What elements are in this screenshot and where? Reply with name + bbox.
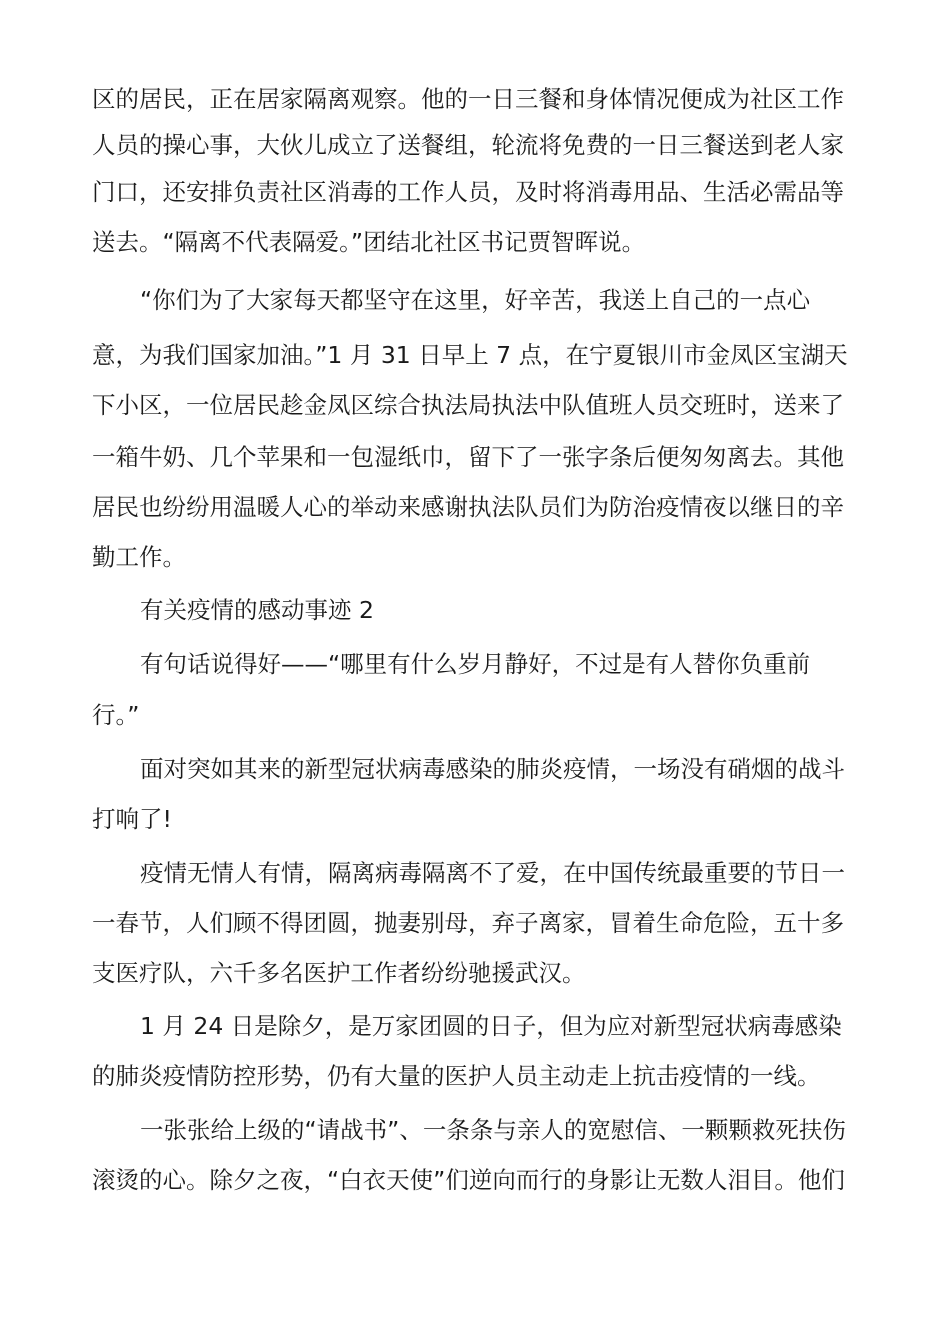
text-line: 一箱牛奶、几个苹果和一包湿纸巾，留下了一张字条后便匆匆离去。其他 xyxy=(92,443,844,471)
text-line: 勤工作。 xyxy=(92,543,186,571)
text-line: 送去。“隔离不代表隔爱。”团结北社区书记贾智晖说。 xyxy=(92,228,646,256)
paragraph-first-line: 面对突如其来的新型冠状病毒感染的肺炎疫情，一场没有硝烟的战斗 xyxy=(140,755,845,783)
text-line: 门口，还安排负责社区消毒的工作人员，及时将消毒用品、生活必需品等 xyxy=(92,178,844,206)
text-line: 意，为我们国家加油。”1 月 31 日早上 7 点，在宁夏银川市金凤区宝湖天 xyxy=(92,341,848,369)
paragraph-first-line: 有句话说得好——“哪里有什么岁月静好，不过是有人替你负重前 xyxy=(140,650,811,678)
text-line: 的肺炎疫情防控形势，仍有大量的医护人员主动走上抗击疫情的一线。 xyxy=(92,1062,821,1090)
text-line: 打响了! xyxy=(92,805,172,833)
paragraph-first-line: 1 月 24 日是除夕，是万家团圆的日子，但为应对新型冠状病毒感染 xyxy=(140,1012,842,1040)
section-heading: 有关疫情的感动事迹 2 xyxy=(140,596,374,624)
text-line: 一春节，人们顾不得团圆，抛妻别母，弃子离家，冒着生命危险，五十多 xyxy=(92,909,844,937)
text-line: 行。” xyxy=(92,701,140,729)
paragraph-first-line: “你们为了大家每天都坚守在这里，好辛苦，我送上自己的一点心 xyxy=(140,286,811,314)
text-line: 区的居民，正在居家隔离观察。他的一日三餐和身体情况便成为社区工作 xyxy=(92,85,844,113)
text-line: 支医疗队，六千多名医护工作者纷纷驰援武汉。 xyxy=(92,959,586,987)
text-line: 下小区，一位居民趁金凤区综合执法局执法中队值班人员交班时，送来了 xyxy=(92,391,844,419)
text-line: 人员的操心事，大伙儿成立了送餐组，轮流将免费的一日三餐送到老人家 xyxy=(92,131,844,159)
paragraph-first-line: 疫情无情人有情，隔离病毒隔离不了爱，在中国传统最重要的节日一 xyxy=(140,859,845,887)
paragraph-first-line: 一张张给上级的“请战书”、一条条与亲人的宽慰信、一颗颗救死扶伤 xyxy=(140,1116,846,1144)
text-line: 滚烫的心。除夕之夜，“白衣天使”们逆向而行的身影让无数人泪目。他们 xyxy=(92,1166,845,1194)
text-line: 居民也纷纷用温暖人心的举动来感谢执法队员们为防治疫情夜以继日的辛 xyxy=(92,493,844,521)
